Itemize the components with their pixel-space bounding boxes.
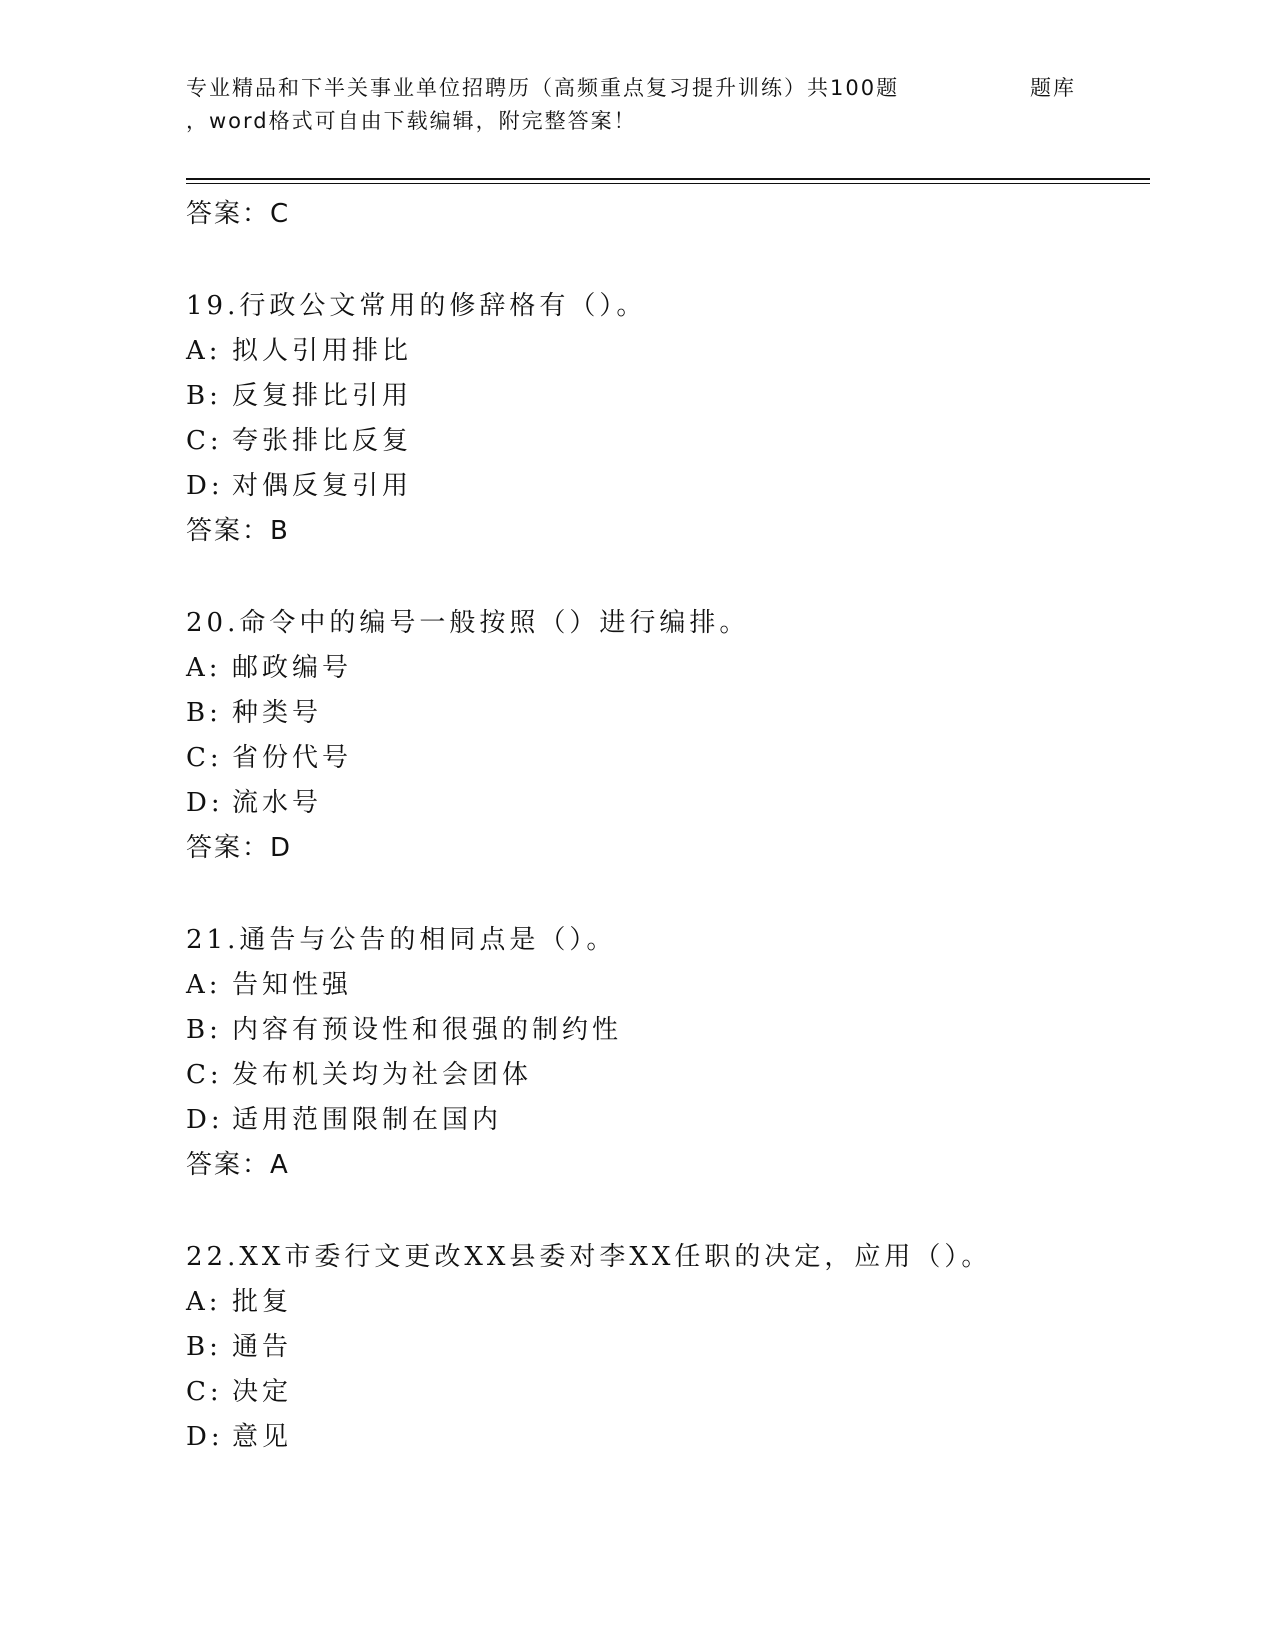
option-text: 流水号 xyxy=(232,788,323,818)
previous-answer: 答案：C xyxy=(186,199,291,229)
option-text: 拟人引用排比 xyxy=(232,336,413,366)
option-a xyxy=(186,963,1150,1008)
option-b xyxy=(186,691,1150,736)
option-d xyxy=(186,1415,1150,1460)
option-text: 发布机关均为社会团体 xyxy=(232,1060,533,1090)
question-stem: 20.命令中的编号一般按照（）进行编排。 xyxy=(186,608,750,638)
option-d xyxy=(186,1098,1150,1143)
option-c xyxy=(186,1370,1150,1415)
header-rule-thick xyxy=(186,178,1150,180)
option-text: 种类号 xyxy=(232,698,323,728)
header-rule-thin xyxy=(186,183,1150,184)
option-key: A: xyxy=(186,336,222,366)
option-key: B: xyxy=(186,698,222,728)
option-b xyxy=(186,1325,1150,1370)
option-text: 内容有预设性和很强的制约性 xyxy=(232,1015,623,1045)
option-text: 邮政编号 xyxy=(232,653,353,683)
question-block xyxy=(186,918,1150,1188)
option-d xyxy=(186,464,1150,509)
question-block xyxy=(186,601,1150,871)
question-answer: 答案：D xyxy=(186,833,293,863)
option-key: C: xyxy=(186,1060,223,1090)
option-c xyxy=(186,1053,1150,1098)
option-a xyxy=(186,1280,1150,1325)
option-text: 通告 xyxy=(232,1332,293,1362)
option-text: 告知性强 xyxy=(232,970,353,1000)
question-stem: 22.XX市委行文更改XX县委对李XX任职的决定，应用（）。 xyxy=(186,1242,992,1272)
option-key: A: xyxy=(186,970,222,1000)
option-text: 意见 xyxy=(232,1422,293,1452)
option-text: 夸张排比反复 xyxy=(232,426,413,456)
question-stem: 19.行政公文常用的修辞格有（）。 xyxy=(186,291,647,321)
option-key: B: xyxy=(186,1015,222,1045)
option-key: C: xyxy=(186,743,223,773)
option-text: 适用范围限制在国内 xyxy=(232,1105,503,1135)
option-key: A: xyxy=(186,1287,222,1317)
option-a xyxy=(186,329,1150,374)
option-d xyxy=(186,781,1150,826)
option-key: C: xyxy=(186,1377,223,1407)
option-key: B: xyxy=(186,1332,222,1362)
option-key: D: xyxy=(186,788,224,818)
header-title: 专业精品和下半关事业单位招聘历（高频重点复习提升训练）共100题 xyxy=(186,76,900,100)
option-c xyxy=(186,419,1150,464)
question-stem: 21.通告与公告的相同点是（）。 xyxy=(186,925,617,955)
header-subtitle: ，word格式可自由下载编辑，附完整答案！ xyxy=(186,109,637,133)
option-c xyxy=(186,736,1150,781)
option-key: D: xyxy=(186,1105,224,1135)
question-block xyxy=(186,1235,1150,1460)
option-text: 对偶反复引用 xyxy=(232,471,413,501)
option-a xyxy=(186,646,1150,691)
option-text: 决定 xyxy=(232,1377,293,1407)
option-key: D: xyxy=(186,471,224,501)
option-key: D: xyxy=(186,1422,224,1452)
question-answer: 答案：B xyxy=(186,516,290,546)
option-b xyxy=(186,1008,1150,1053)
question-answer: 答案：A xyxy=(186,1150,290,1180)
header-tag: 题库 xyxy=(1030,76,1076,100)
option-key: A: xyxy=(186,653,222,683)
option-text: 批复 xyxy=(232,1287,293,1317)
question-list xyxy=(186,192,1150,1460)
option-text: 省份代号 xyxy=(232,743,353,773)
option-key: B: xyxy=(186,381,222,411)
option-b xyxy=(186,374,1150,419)
option-key: C: xyxy=(186,426,223,456)
option-text: 反复排比引用 xyxy=(232,381,413,411)
question-block xyxy=(186,284,1150,554)
